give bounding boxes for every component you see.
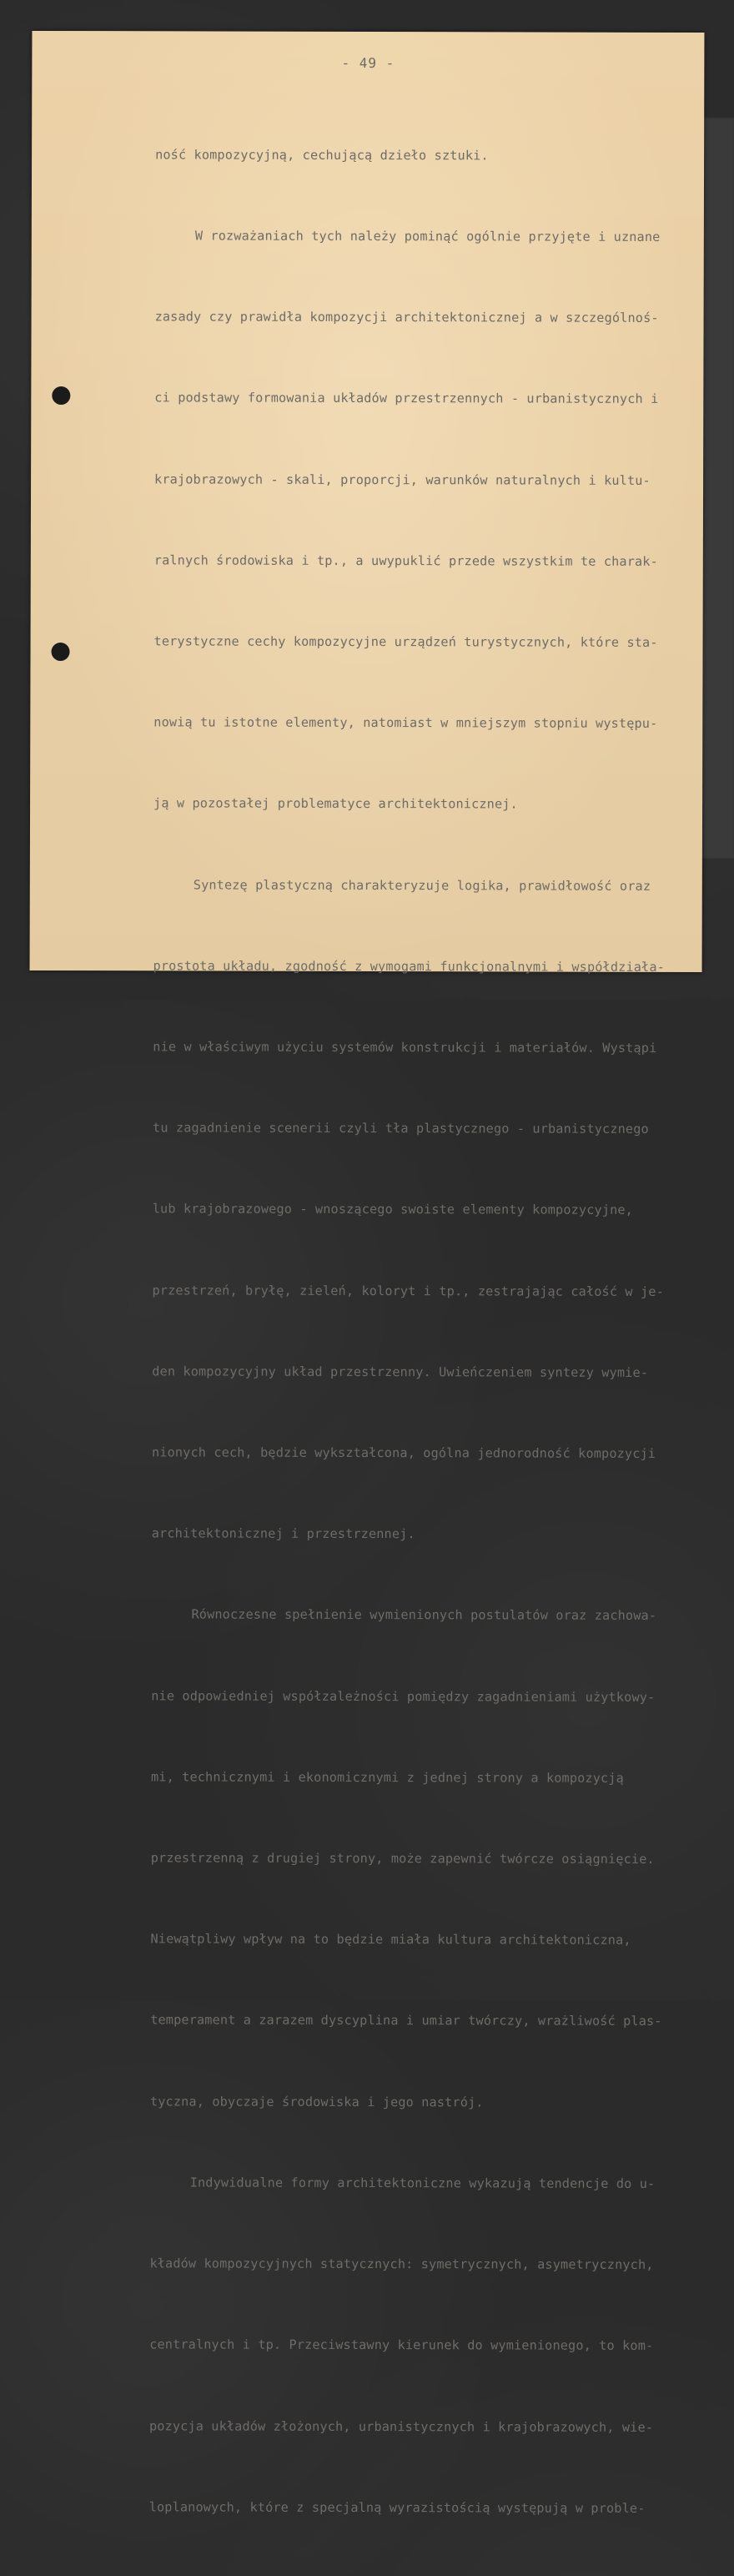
text-line: Równoczesne spełnienie wymienionych postulatów oraz zachowa- (191, 1606, 657, 1624)
text-line: mi, technicznymi i ekonomicznymi z jednej strony a kompozycją (150, 1769, 624, 1786)
text-line: zasady czy prawidła kompozycji architektonicznej a w szczególnoś- (154, 309, 659, 326)
text-line: przestrzeń, bryłę, zieleń, koloryt i tp., zestrajając całość w je- (152, 1282, 664, 1299)
punch-hole (51, 643, 69, 661)
text-line: architektonicznej i przestrzennej. (151, 1525, 415, 1542)
document-page (30, 31, 705, 2516)
text-line: nowią tu istotne elementy, natomiast w mniejszym stopniu występu- (153, 714, 658, 732)
text-line: Syntezę plastyczną charakteryzuje logika, prawidłowość oraz (193, 877, 651, 894)
text-line: pozycja układów złożonych, urbanistycznych i krajobrazowych, wie- (148, 2417, 654, 2435)
punch-hole (52, 386, 70, 405)
text-line: tu zagadnienie scenerii czyli tła plastycznego - urbanistycznego (153, 1120, 649, 1137)
text-line: Indywidualne formy architektoniczne wykazują tendencje do u- (189, 2175, 656, 2191)
text-line: terystyczne cechy kompozycyjne urządzeń turystycznych, które sta- (153, 633, 658, 650)
text-line: Niewątpliwy wpływ na to będzie miała kultura architektoniczna, (150, 1931, 631, 1948)
text-line: nie odpowiedniej współzależności pomiędzy zagadnieniami użytkowy- (151, 1687, 656, 1705)
text-line: nie w właściwym użyciu systemów konstrukcji i materiałów. Wystąpi (153, 1039, 657, 1056)
text-line: prostota układu, zgodność z wymogami funkcjonalnymi i współdziała- (153, 958, 665, 975)
text-line: temperament a zarazem dyscyplina i umiar twórczy, wrażliwość plas- (150, 2012, 662, 2029)
text-line: ci podstawy formowania układów przestrzennych - urbanistycznych i (154, 390, 659, 407)
text-line: den kompozycyjny układ przestrzenny. Uwieńczeniem syntezy wymie- (152, 1364, 649, 1380)
underlying-sheet (699, 117, 734, 860)
text-line: tyczna, obyczaje środowiska i jego nastrój. (149, 2094, 484, 2110)
text-line: centralnych i tp. Przeciwstawny kierunek do wymienionego, to kom- (149, 2337, 654, 2354)
text-line: W rozważaniach tych należy pominąć ogólnie przyjęte i uznane (194, 228, 661, 244)
text-line: loplanowych, które z specjalną wyrazistością występują w proble- (148, 2499, 646, 2516)
page-number: - 49 - (341, 54, 395, 72)
text-line: ralnych środowiska i tp., a uwypuklić przede wszystkim te charak- (153, 552, 658, 569)
text-line: nionych cech, będzie wykształcona, ogólna jednorodność kompozycji (151, 1444, 656, 1461)
text-line: lub krajobrazowego - wnoszącego swoiste elementy kompozycyjne, (152, 1201, 634, 1218)
text-line: krajobrazowych - skali, proporcji, warunków naturalnych i kultu- (154, 471, 651, 488)
text-line: ność kompozycyjną, cechującą dzieło sztuki. (155, 147, 489, 164)
body-text (148, 87, 697, 2576)
text-line: przestrzenną z drugiej strony, może zapewnić twórcze osiągnięcie. (150, 1850, 655, 1867)
text-line: kładów kompozycyjnych statycznych: symetrycznych, asymetrycznych, (149, 2256, 654, 2273)
text-line: ją w pozostałej problematyce architektonicznej. (153, 795, 518, 812)
